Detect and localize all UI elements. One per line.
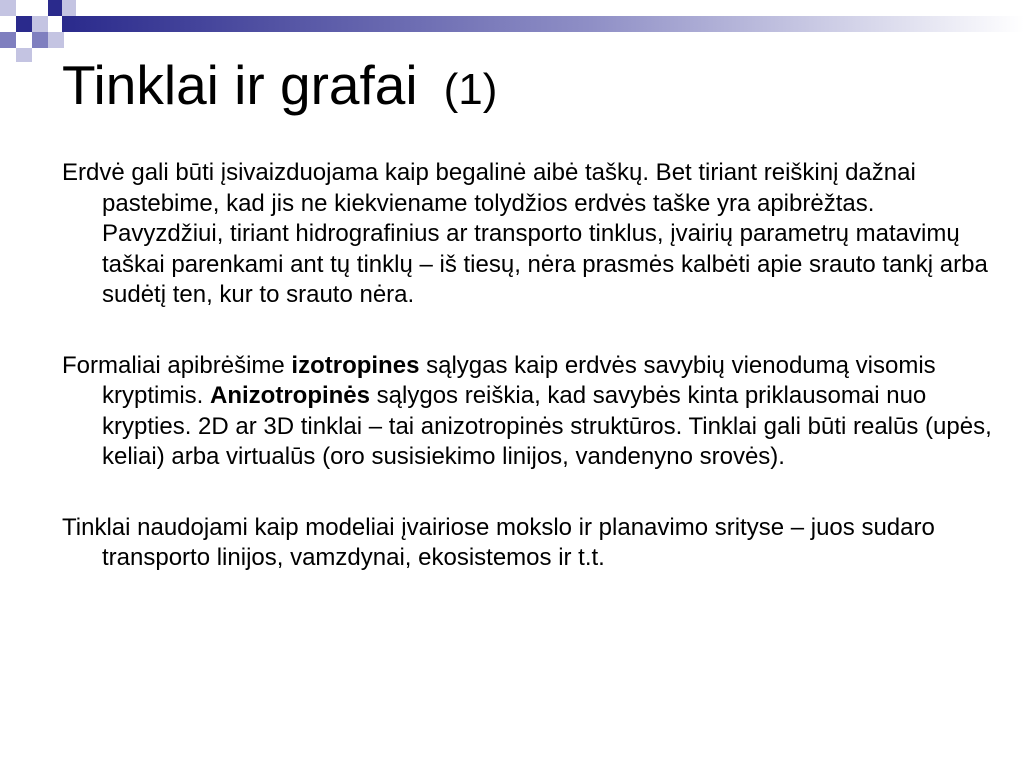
slide-title-text: Tinklai ir grafai bbox=[62, 54, 418, 116]
deco-square bbox=[0, 0, 16, 16]
deco-square bbox=[48, 0, 64, 16]
slide-title-number: (1) bbox=[443, 65, 498, 114]
deco-square bbox=[16, 48, 32, 62]
term-izotropines: izotropines bbox=[291, 351, 420, 379]
deco-square bbox=[0, 32, 16, 48]
deco-square bbox=[62, 0, 76, 16]
paragraph-space-definition: Erdvė gali būti įsivaizduojama kaip begalinė aibė taškų. Bet tiriant reiškinį dažnai pastebime, kad jis ne kiekviename tolydžios erdvės taške yra apibrėžtas. Pavyzdžiui, tiriant hidrografinius ar transporto tinklus, įvairių parametrų matavimų taškai parenkami ant tų tinklų – iš tiesų, nėra prasmės kalbėti apie srauto tankį arba sudėtį ten, kur to srauto nėra. bbox=[62, 159, 988, 308]
deco-square bbox=[32, 32, 48, 48]
slide-body bbox=[62, 158, 992, 614]
header-gradient-band bbox=[62, 16, 1024, 32]
paragraph-text: sąlygos reiškia, kad savybės kinta priklausomai nuo krypties. 2D ar 3D tinklai – tai anizotropinės struktūros. Tinklai gali būti realūs (upės, keliai) arba virtualūs (oro susisiekimo linijos, vandenyno srovės). bbox=[102, 382, 992, 470]
paragraph-isotropy bbox=[62, 351, 992, 473]
paragraph-network-usage: Tinklai naudojami kaip modeliai įvairiose mokslo ir planavimo srityse – juos sudaro transporto linijos, vamzdynai, ekosistemos ir t.t. bbox=[62, 513, 935, 571]
paragraph-text: sąlygas kaip erdvės savybių vienodumą visomis kryptimis. bbox=[102, 351, 936, 409]
deco-square bbox=[48, 32, 64, 48]
paragraph-text: Formaliai apibrėšime bbox=[62, 351, 292, 379]
term-anizotropines: Anizotropinės bbox=[210, 382, 370, 409]
slide-title bbox=[62, 50, 497, 125]
deco-square bbox=[32, 16, 48, 32]
deco-square bbox=[16, 16, 32, 32]
